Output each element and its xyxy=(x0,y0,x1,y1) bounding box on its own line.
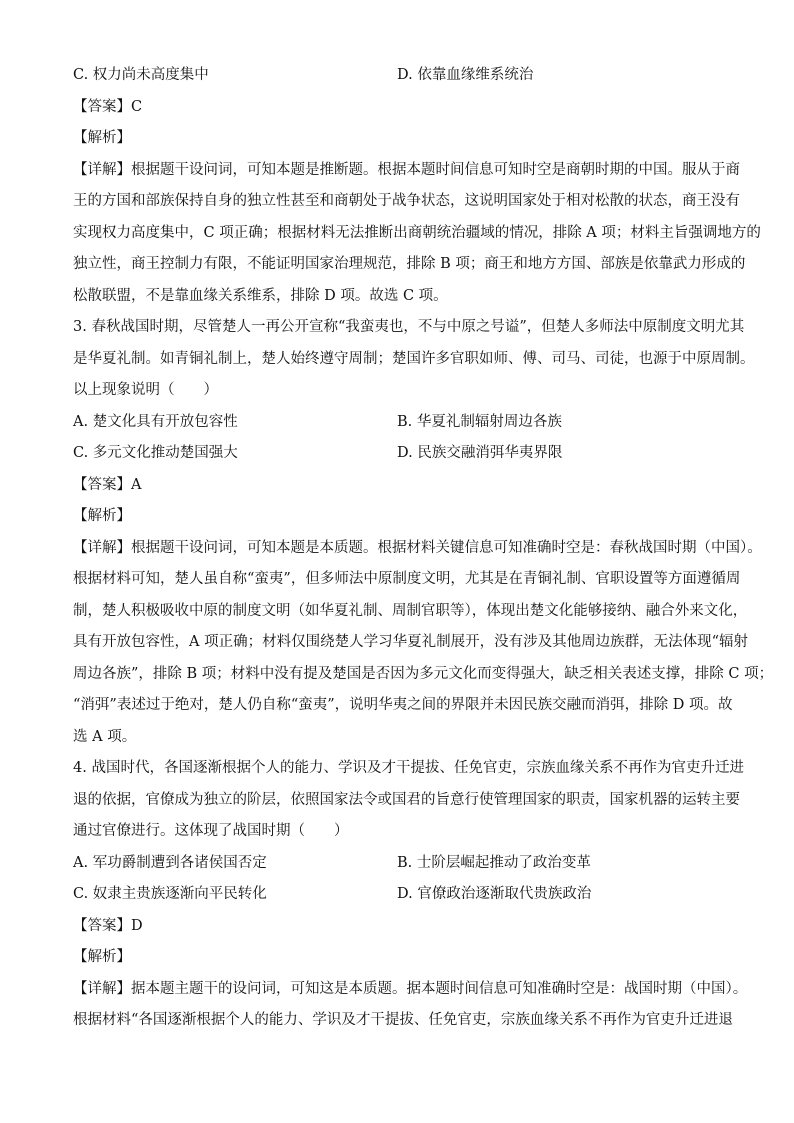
q4-option-a[interactable]: A. 军功爵制遭到各诸侯国否定 xyxy=(73,854,267,871)
q3-stem-line: 是华夏礼制。如青铜礼制上，楚人始终遵守周制；楚国许多官职如师、傅、司马、司徒，也源于中原周制。 xyxy=(73,350,755,367)
q4-stem-line: 通过官僚进行。这体现了战国时期（ ） xyxy=(73,823,349,839)
q3-stem-line: 3. 春秋战国时期，尽管楚人一再公开宣称“我蛮夷也，不与中原之号谥”，但楚人多师法中原制度文明尤其 xyxy=(73,319,745,335)
q4-detail-line: 【详解】据本题主题干的设问词，可知这是本质题。据本题时间信息可知准确时空是：战国时期（中国）。 xyxy=(73,980,748,997)
answer-value: C xyxy=(131,98,143,115)
q3-detail-line: 制，楚人积极吸收中原的制度文明（如华夏礼制、周制官职等），体现出楚文化能够接纳、融合外来文化， xyxy=(73,602,748,619)
q4-option-b[interactable]: B. 士阶层崛起推动了政治变革 xyxy=(397,854,591,871)
q3-detail-line: 选 A 项。 xyxy=(73,728,137,745)
q4-stem-line: 4. 战国时代，各国逐渐根据个人的能力、学识及才干提拔、任免官吏，宗族血缘关系不再作为官吏升迁进 xyxy=(73,760,744,776)
q3-option-b[interactable]: B. 华夏礼制辐射周边各族 xyxy=(397,413,562,430)
q3-detail-line: 周边各族”，排除 B 项；材料中没有提及楚国是否因为多元文化而变得强大，缺乏相关表述支撑，排除 C 项； xyxy=(73,665,774,682)
q3-detail-line: 【详解】根据题干设问词，可知本题是本质题。根据材料关键信息可知准确时空是：春秋战国时期（中国）。 xyxy=(73,539,762,556)
q2-analysis-heading: 【解析】 xyxy=(73,130,131,146)
answer-tag: 【答案】 xyxy=(73,98,131,115)
q4-options-row-ab xyxy=(73,848,723,880)
q4-detail-line: 根据材料“各国逐渐根据个人的能力、学识及才干提拔、任免官吏，宗族血缘关系不再作为官吏升迁进退 xyxy=(73,1012,733,1028)
q4-answer xyxy=(73,911,723,943)
q4-option-c[interactable]: C. 奴隶主贵族逐渐向平民转化 xyxy=(73,886,267,902)
q3-detail-line: “消弭”表述过于绝对，楚人仍自称“蛮夷”，说明华夷之间的界限并未因民族交融而消弭，排除 D 项。故 xyxy=(73,697,733,713)
q2-answer xyxy=(73,92,723,124)
q4-options-row-cd xyxy=(73,879,723,911)
q3-option-d[interactable]: D. 民族交融消弭华夷界限 xyxy=(397,445,563,461)
q4-stem-line: 退的依据，官僚成为独立的阶层，依照国家法令或国君的旨意行使管理国家的职责，国家机器的运转主要 xyxy=(73,791,740,808)
answer-tag: 【答案】 xyxy=(73,917,131,934)
q3-analysis-heading: 【解析】 xyxy=(73,508,131,524)
q4-analysis-heading: 【解析】 xyxy=(73,949,131,965)
q3-stem-line: 以上现象说明（ ） xyxy=(73,382,218,398)
q2-detail-line: 【详解】根据题干设问词，可知本题是推断题。根据本题时间信息可知时空是商朝时期的中国。服从于商 xyxy=(73,161,740,178)
q2-option-c[interactable]: C. 权力尚未高度集中 xyxy=(73,67,209,83)
answer-tag: 【答案】 xyxy=(73,476,131,493)
document-page xyxy=(73,60,774,1037)
q2-detail-line: 松散联盟，不是靠血缘关系维系，排除 D 项。故选 C 项。 xyxy=(73,287,448,304)
q2-detail-line: 实现权力高度集中，C 项正确；根据材料无法推断出商朝统治疆域的情况，排除 A 项；材料主旨强调地方的 xyxy=(73,224,761,241)
q2-option-d[interactable]: D. 依靠血缘维系统治 xyxy=(397,67,534,83)
answer-value: D xyxy=(131,917,143,934)
q2-detail-line: 王的方国和部族保持自身的独立性甚至和商朝处于战争状态，这说明国家处于相对松散的状态，商王没有 xyxy=(73,193,740,209)
q3-detail-line: 具有开放包容性，A 项正确；材料仅围绕楚人学习华夏礼制展开，没有涉及其他周边族群，无法体现“辐射 xyxy=(73,634,748,650)
answer-value: A xyxy=(131,476,142,493)
q3-options-row-cd xyxy=(73,438,723,470)
q2-detail-line: 独立性，商王控制力有限，不能证明国家治理规范，排除 B 项；商王和地方方国、部族是依靠武力形成的 xyxy=(73,256,746,272)
q3-option-a[interactable]: A. 楚文化具有开放包容性 xyxy=(73,413,238,430)
q2-options-row-cd xyxy=(73,60,723,92)
q3-answer xyxy=(73,470,723,502)
q3-options-row-ab xyxy=(73,407,723,439)
q4-option-d[interactable]: D. 官僚政治逐渐取代贵族政治 xyxy=(397,886,592,902)
q3-option-c[interactable]: C. 多元文化推动楚国强大 xyxy=(73,445,238,461)
q3-detail-line: 根据材料可知，楚人虽自称“蛮夷”，但多师法中原制度文明，尤其是在青铜礼制、官职设置等方面遵循周 xyxy=(73,571,741,587)
